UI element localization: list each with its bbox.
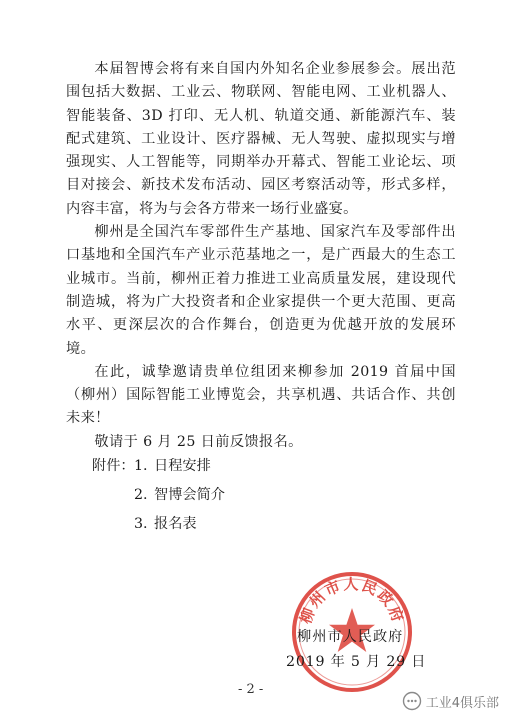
attachment-number: 3.	[134, 516, 148, 532]
paragraph-rsvp: 敬请于 6 月 25 日前反馈报名。	[94, 433, 303, 450]
paragraph-invitation: 在此，诚挚邀请贵单位组团来柳参加 2019 首届中国（柳州）国际智能工业博览会，共享机遇、共话合作、共创未来！	[66, 363, 456, 427]
page-number: - 2 -	[238, 682, 264, 697]
watermark	[402, 691, 499, 711]
signature-date: 2019 年 5 月 29 日	[286, 654, 427, 670]
signer-name: 柳州市人民政府	[297, 629, 404, 645]
attachments-label: 附件：	[92, 458, 135, 474]
attachment-number: 2.	[134, 487, 148, 503]
attachment-title: 日程安排	[154, 458, 211, 474]
attachment-title: 报名表	[154, 516, 197, 532]
attachment-item	[92, 452, 225, 481]
attachment-number: 1.	[134, 458, 148, 474]
attachment-item	[92, 510, 225, 539]
letter-body	[66, 58, 456, 454]
watermark-text: 工业4俱乐部	[425, 695, 499, 711]
seal-text: 柳州市人民政府	[296, 575, 408, 627]
attachment-title: 智博会简介	[154, 487, 225, 503]
attachments-list	[92, 452, 225, 539]
chat-bubble-icon	[402, 691, 422, 711]
attachment-item	[92, 481, 225, 510]
paragraph-exhibition: 本届智博会将有来自国内外知名企业参展参会。展出范围包括大数据、工业云、物联网、智能电网、工业机器人、智能装备、3D 打印、无人机、轨道交通、新能源汽车、装配式建筑、工业设计、医疗器械、无人驾驶、虚拟现实与增强现实、人工智能等，同期举办开幕式、智能工业论坛、项目对接会、新技术发布活动、园区考察活动等，形式多样，内容丰富，将为与会各方带来一场行业盛宴。	[66, 61, 456, 217]
paragraph-liuzhou: 柳州是全国汽车零部件生产基地、国家汽车及零部件出口基地和全国汽车产业示范基地之一，是广西最大的生态工业城市。当前，柳州正着力推进工业高质量发展，建设现代制造城，将为广大投资者和企业家提供一个更大范围、更高水平、更深层次的合作舞台，创造更为优越开放的发展环境。	[66, 224, 456, 357]
